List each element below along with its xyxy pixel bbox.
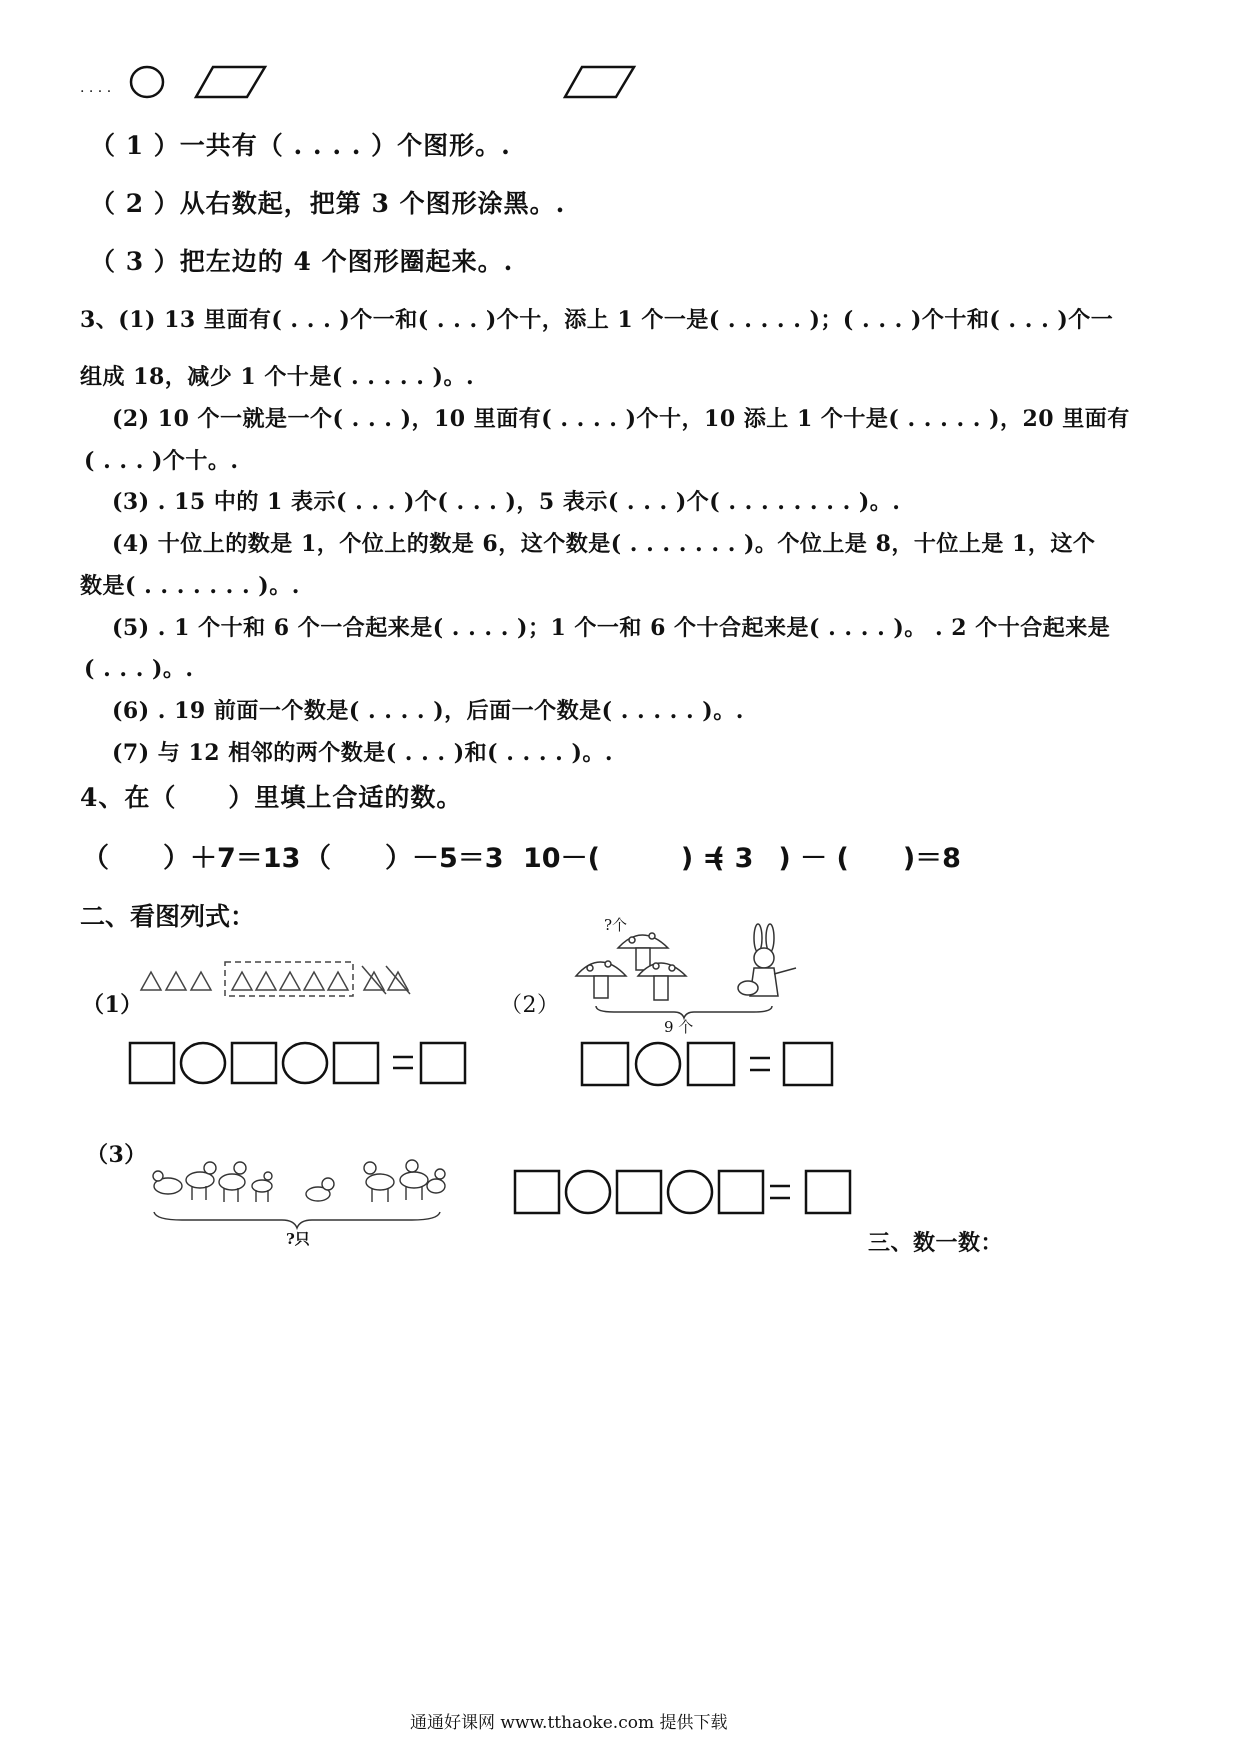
mushrooms-and-rabbit-picture — [572, 918, 812, 1018]
q3-line-10: (6) . 19 前面一个数是( . . . . )，后面一个数是( . . . . . )。. — [112, 698, 744, 724]
q3-line-5: (3) . 15 中的 1 表示( . . . )个( . . . )，5 表示( . . . )个( . . . . . . . . )。. — [112, 489, 901, 515]
q4-equation-1: （ ）＋7＝13 — [82, 843, 301, 874]
triangles-picture — [138, 958, 418, 1000]
mushroom-total-label: 9 个 — [664, 1018, 694, 1036]
footer-text: 通通好课网 www.tthaoke.com 提供下载 — [410, 1713, 728, 1733]
q3-line-3: (2) 10 个一就是一个( . . . )，10 里面有( . . . . )个十，10 添上 1 个十是( . . . . . )，20 里面有 — [112, 406, 1130, 432]
q4-title: 4、在（ ）里填上合适的数。 — [80, 783, 463, 812]
problem-3-label: （3） — [86, 1142, 147, 1168]
q3-line-4: ( . . . )个十。. — [84, 448, 239, 474]
q4-equation-4: ( ) － ( )＝8 — [712, 843, 961, 874]
parallelogram-shape-icon — [193, 64, 268, 100]
q3-line-6: (4) 十位上的数是 1，个位上的数是 6，这个数是( . . . . . . . )。个位上是 8，十位上是 1，这个 — [112, 531, 1096, 557]
q2-sub-3: （ 3 ）把左边的 4 个图形圈起来。. — [90, 247, 514, 276]
q3-line-2: 组成 18，减少 1 个十是( . . . . . )。. — [80, 364, 475, 390]
answer-boxes-2 — [580, 1040, 840, 1088]
q3-line-8: (5) . 1 个十和 6 个一合起来是( . . . . )；1 个一和 6 个十合起来是( . . . . )。 . 2 个十合起来是 — [112, 615, 1111, 641]
q3-line-9: ( . . . )。. — [84, 656, 194, 682]
q3-line-7: 数是( . . . . . . . )。. — [80, 573, 300, 599]
parallelogram-shape-icon — [562, 64, 637, 100]
deer-picture — [148, 1150, 448, 1210]
q2-sub-1: （ 1 ）一共有（ . . . . ）个图形。. — [90, 131, 511, 160]
q3-line-11: (7) 与 12 相邻的两个数是( . . . )和( . . . . )。. — [112, 740, 614, 766]
mushroom-question-label: ?个 — [604, 916, 628, 934]
circle-shape-icon — [128, 64, 168, 100]
leading-dots: . . . . — [80, 80, 112, 96]
answer-boxes-1 — [128, 1040, 468, 1086]
problem-1-label: （1） — [82, 992, 143, 1018]
problem-2-label: （2） — [500, 993, 560, 1018]
deer-question-label: ?只 — [286, 1230, 310, 1248]
section-3-title: 三、数一数： — [868, 1230, 1004, 1256]
q4-equation-2: （ ）－5＝3 — [304, 843, 504, 874]
q4-equation-3: 10－( ) = 3 — [523, 843, 754, 874]
answer-boxes-3 — [512, 1168, 856, 1216]
brace-under-deer — [152, 1210, 442, 1230]
q3-line-1: 3、(1) 13 里面有( . . . )个一和( . . . )个十，添上 1 个一是( . . . . . )；( . . . )个十和( . . . )个一 — [80, 307, 1114, 333]
section-2-title: 二、看图列式： — [80, 902, 256, 931]
q2-sub-2: （ 2 ）从右数起，把第 3 个图形涂黑。. — [90, 189, 566, 218]
